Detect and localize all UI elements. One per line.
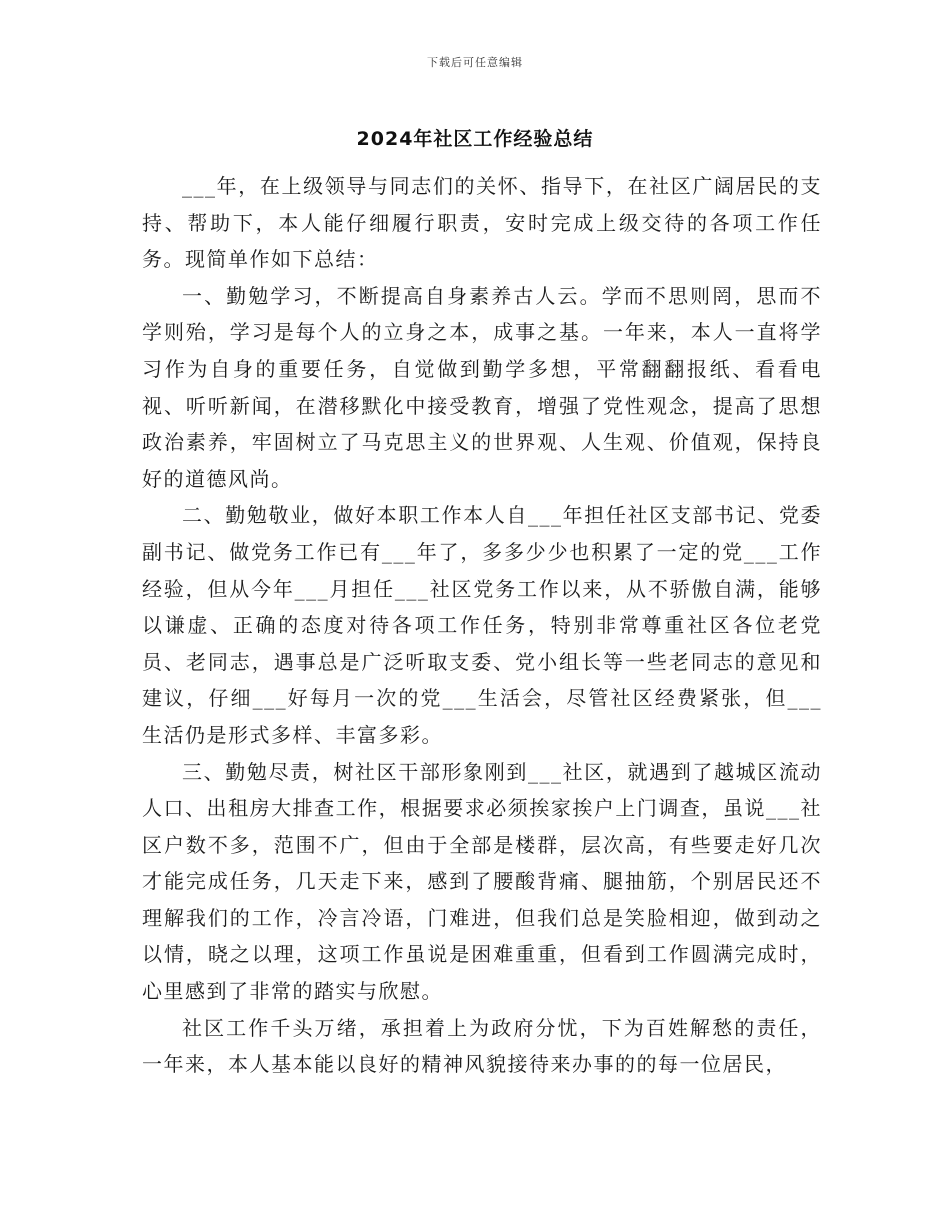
paragraph-section-3: 三、勤勉尽责，树社区干部形象刚到___社区，就遇到了越城区流动人口、出租房大排查工作，根据要求必须挨家挨户上门调查，虽说___社区户数不多，范围不广，但由于全部是楼群，层次高，有些要走好几次才能完成任务，几天走下来，感到了腰酸背痛、腿抽筋，个别居民还不理解我们的工作，冷言冷语，门难进，但我们总是笑脸相迎，做到动之以情，晓之以理，这项工作虽说是困难重重，但看到工作圆满完成时，心里感到了非常的踏实与欣慰。 — [142, 759, 822, 1004]
document-title: 2024年社区工作经验总结 — [356, 128, 594, 150]
paragraph-section-1: 一、勤勉学习，不断提高自身素养古人云。学而不思则罔，思而不学则殆，学习是每个人的立身之本，成事之基。一年来，本人一直将学习作为自身的重要任务，自觉做到勤学多想，平常翻翻报纸、看看电视、听听新闻，在潜移默化中接受教育，增强了党性观念，提高了思想政治素养，牢固树立了马克思主义的世界观、人生观、价值观，保持良好的道德风尚。 — [142, 283, 822, 491]
paragraph-intro: ___年，在上级领导与同志们的关怀、指导下，在社区广阔居民的支持、帮助下，本人能仔细履行职责，安时完成上级交待的各项工作任务。现简单作如下总结： — [142, 174, 822, 272]
paragraph-section-2: 二、勤勉敬业，做好本职工作本人自___年担任社区支部书记、党委副书记、做党务工作已有___年了，多多少少也积累了一定的党___工作经验，但从今年___月担任___社区党务工作以来，从不骄傲自满，能够以谦虚、正确的态度对待各项工作任务，特别非常尊重社区各位老党员、老同志，遇事总是广泛听取支委、党小组长等一些老同志的意见和建议，仔细___好每月一次的党___生活会，尽管社区经费紧张，但___生活仍是形式多样、丰富多彩。 — [142, 503, 822, 747]
document-body — [142, 168, 822, 1083]
header-note: 下载后可任意编辑 — [427, 56, 523, 69]
paragraph-summary: 社区工作千头万绪，承担着上为政府分忧，下为百姓解愁的责任，一年来，本人基本能以良好的精神风貌接待来办事的的每一位居民， — [142, 1015, 822, 1077]
